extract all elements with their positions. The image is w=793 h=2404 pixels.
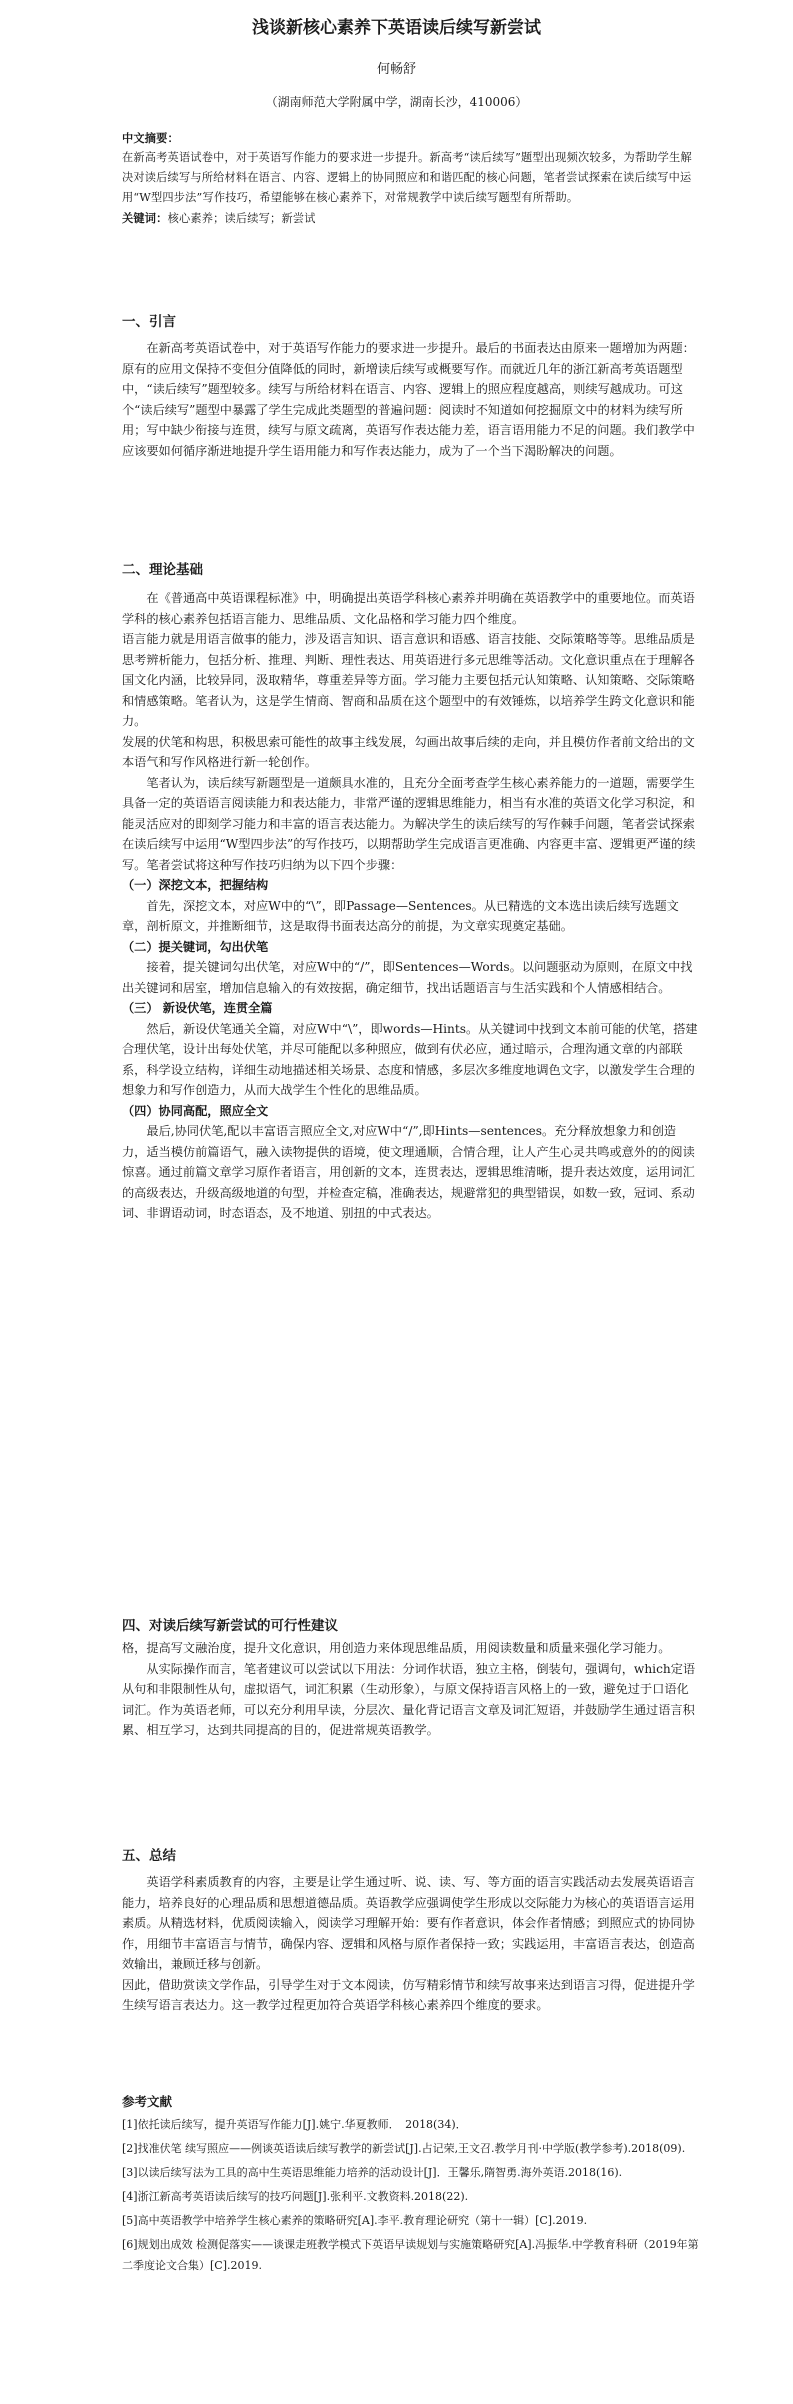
section-4-paragraph-1: 格，提高写文融治度，提升文化意识，用创造力来体现思维品质，用阅读数量和质量来强化学习能力。 <box>122 1641 671 1655</box>
section-4-body <box>122 1638 700 1741</box>
author-name: 何畅舒 <box>376 62 416 77</box>
subsection-3-text: 然后，新设伏笔通关全篇，对应W中“\”，即words—Hints。从关键词中找到文本前可能的伏笔，搭建合理伏笔，设计出每处伏笔，并尽可能配以多种照应，做到有伏必应，通过暗示，合理沟通文章的内部联系，科学设立结构，详细生动地描述相关场景、态度和情感，多层次多维度地调色文字，以激发学生合理的想象力和写作创造力，从而大战学生个性化的思维品质。 <box>122 1021 698 1097</box>
section-5-paragraph-1: 英语学科素质教育的内容，主要是让学生通过听、说、读、写、等方面的语言实践活动去发展英语语言能力，培养良好的心理品质和思想道德品质。英语教学应强调使学生形成以交际能力为核心的英语语言运用素质。从精选材料，优质阅读输入，阅读学习理解开始：要有作者意识，体会作者情感；到照应式的协同协作，用细节丰富语言与情节，确保内容、逻辑和风格与原作者保持一致；实践运用，丰富语言表达，创造高效输出，兼顾迁移与创新。 <box>122 1875 695 1971</box>
reference-item: [5]高中英语教学中培养学生核心素养的策略研究[A].李平.教育理论研究（第十一辑）[C].2019. <box>122 2214 588 2227</box>
reference-item: [3]以读后续写法为工具的高中生英语思维能力培养的活动设计[J]．王馨乐,隋智勇.海外英语.2018(16). <box>122 2166 623 2179</box>
subsection-4-heading: （四）协同高配，照应全文 <box>122 1103 269 1118</box>
keywords-line <box>122 208 700 229</box>
keywords-label: 关键词： <box>122 211 168 225</box>
section-2-body <box>122 588 700 1224</box>
section-4-heading: 四、对读后续写新尝试的可行性建议 <box>122 1618 338 1634</box>
abstract-heading: 中文摘要： <box>122 131 179 145</box>
reference-item: [2]找准伏笔 续写照应——例谈英语读后续写教学的新尝试[J].占记荣,王文召.教学月刊·中学版(教学参考).2018(09). <box>122 2142 686 2155</box>
section-2-paragraph-2: 语言能力就是用语言做事的能力，涉及语言知识、语言意识和语感、语言技能、交际策略等等。思维品质是思考辨析能力，包括分析、推理、判断、理性表达、用英语进行多元思维等活动。文化意识重点在于理解各国文化内涵，比较异同，汲取精华，尊重差异等方面。学习能力主要包括元认知策略、认知策略、交际策略和情感策略。笔者认为，这是学生情商、智商和品质在这个题型中的有效锤炼，以培养学生跨文化意识和能力。 <box>122 632 695 728</box>
section-5-body <box>122 1872 700 2016</box>
references-list <box>122 2114 700 2279</box>
reference-item: [6]规划出成效 检测促落实——谈课走班教学模式下英语早读规划与实施策略研究[A].冯振华.中学教育科研（2019年第二季度论文合集）[C].2019. <box>122 2238 699 2272</box>
author-affiliation: （湖南师范大学附属中学，湖南长沙，410006） <box>265 95 528 109</box>
abstract-text: 在新高考英语试卷中，对于英语写作能力的要求进一步提升。新高考“读后续写”题型出现频次较多，为帮助学生解决对读后续写与所给材料在语言、内容、逻辑上的协同照应和和谐匹配的核心问题，笔者尝试探索在读后续写中运用“W型四步法”写作技巧，希望能够在核心素养下，对常规教学中读后续写题型有所帮助。 <box>122 151 692 204</box>
section-2-heading: 二、理论基础 <box>122 562 203 578</box>
reference-item: [1]依托读后续写，提升英语写作能力[J].姚宁.华夏教师． 2018(34)． <box>122 2118 467 2131</box>
section-1-body <box>122 338 700 461</box>
subsection-1-text: 首先，深挖文本，对应W中的“\”，即Passage—Sentences。从已精选的文本选出读后续写选题文章，剖析原文，并推断细节，这是取得书面表达高分的前提，为文章实现奠定基础。 <box>122 898 679 933</box>
subsection-4-text: 最后,协同伏笔,配以丰富语言照应全文,对应W中“/”,即Hints—sentences。充分释放想象力和创造力，适当模仿前篇语气，融入读物提供的语境，使文理通顺，合情合理，让人产生心灵共鸣或意外的的阅读惊喜。通过前篇文章学习原作者语言，用创新的文本，连贯表达，逻辑思维清晰，提升表达效度，运用词汇的高级表达，升级高级地道的句型，并检查定稿，准确表达，规避常犯的典型错误，如数一致，冠词、系动词、非谓语动词，时态语态，及不地道、别扭的中式表达。 <box>122 1124 695 1220</box>
section-2-paragraph-1: 在《普通高中英语课程标准》中，明确提出英语学科核心素养并明确在英语教学中的重要地位。而英语学科的核心素养包括语言能力、思维品质、文化品格和学习能力四个维度。 <box>122 591 695 626</box>
abstract <box>122 128 700 229</box>
section-2-paragraph-4: 笔者认为，读后续写新题型是一道颇具水准的，且充分全面考查学生核心素养能力的一道题，需要学生具备一定的英语语言阅读能力和表达能力，非常严谨的逻辑思维能力，相当有水准的英语文化学习积淀，和能灵活应对的即刻学习能力和丰富的语言表达能力。为解决学生的读后续写的写作棘手问题，笔者尝试探索在读后续写中运用“W型四步法”的写作技巧，以期帮助学生完成语言更准确、内容更丰富、逻辑更严谨的续写。笔者尝试将这种写作技巧归纳为以下四个步骤： <box>122 775 696 872</box>
section-4-paragraph-2: 从实际操作而言，笔者建议可以尝试以下用法：分词作状语，独立主格，倒装句，强调句，which定语从句和非限制性从句，虚拟语气，词汇积累（生动形象），与原文保持语言风格上的一致，避免过于口语化词汇。作为英语老师，可以充分利用早读，分层次、量化背记语言文章及词汇短语，并鼓励学生通过语言积累、相互学习，达到共同提高的目的，促进常规英语教学。 <box>122 1661 696 1737</box>
subsection-1-heading: （一）深挖文本，把握结构 <box>122 878 269 892</box>
subsection-2-heading: （二）提关键词，勾出伏笔 <box>122 939 269 954</box>
references-heading: 参考文献 <box>122 2094 173 2109</box>
section-5-heading: 五、总结 <box>122 1848 176 1864</box>
reference-item: [4]浙江新高考英语读后续写的技巧问题[J].张利平.文教资料.2018(22). <box>122 2190 469 2203</box>
section-2-paragraph-3: 发展的伏笔和构思，积极思索可能性的故事主线发展，勾画出故事后续的走向，并且模仿作者前文给出的文本语气和写作风格进行新一轮创作。 <box>122 734 695 769</box>
keywords-value: 核心素养；读后续写；新尝试 <box>167 212 316 225</box>
section-1-paragraph: 在新高考英语试卷中，对于英语写作能力的要求进一步提升。最后的书面表达由原来一题增加为两题：原有的应用文保持不变但分值降低的同时，新增读后续写或概要写作。而就近几年的浙江新高考英语题型中，“读后续写”题型较多。续写与所给材料在语言、内容、逻辑上的照应程度越高，则续写越成功。可这个“读后续写”题型中暴露了学生完成此类题型的普遍问题：阅读时不知道如何挖掘原文中的材料为续写所用；写中缺少衔接与连贯，续写与原文疏离，英语写作表达能力差，语言语用能力不足的问题。我们教学中应该要如何循序渐进地提升学生语用能力和写作表达能力，成为了一个当下渴盼解决的问题。 <box>122 341 695 458</box>
paper-title: 浅谈新核心素养下英语读后续写新尝试 <box>252 18 541 38</box>
subsection-3-heading: （三） 新设伏笔，连贯全篇 <box>122 1001 273 1015</box>
section-1-heading: 一、引言 <box>122 314 176 330</box>
section-5-paragraph-2: 因此，借助赏读文学作品，引导学生对于文本阅读，仿写精彩情节和续写故事来达到语言习得，促进提升学生续写语言表达力。这一教学过程更加符合英语学科核心素养四个维度的要求。 <box>122 1977 695 2012</box>
subsection-2-text: 接着，提关键词勾出伏笔，对应W中的“/”，即Sentences—Words。以问题驱动为原则，在原文中找出关键词和居室，增加信息输入的有效按据，确定细节，找出话题语言与生活实践和个人情感相结合。 <box>122 960 693 995</box>
